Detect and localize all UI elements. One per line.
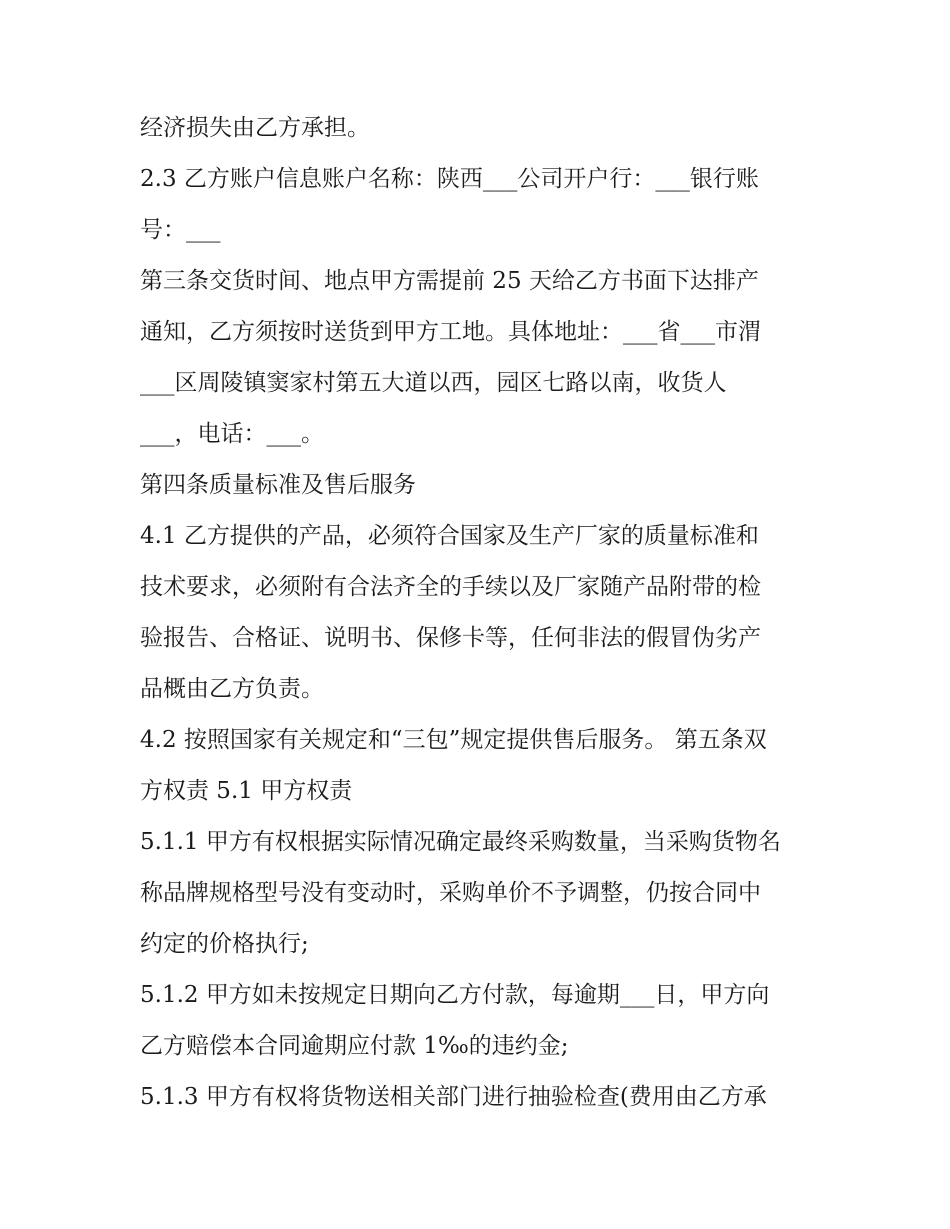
text-line: 称品牌规格型号没有变动时，采购单价不予调整，仍按合同中 (140, 880, 761, 906)
text-line: 2.3 乙方账户信息账户名称：陕西___公司开户行：___银行账 (140, 166, 759, 192)
text-line: 5.1.2 甲方如未按规定日期向乙方付款，每逾期___日，甲方向 (140, 982, 770, 1008)
text-line: 5.1.3 甲方有权将货物送相关部门进行抽验检查(费用由乙方承 (140, 1084, 767, 1110)
text-line: 通知，乙方须按时送货到甲方工地。具体地址：___省___市渭 (140, 319, 761, 345)
text-line: 4.2 按照国家有关规定和“三包”规定提供售后服务。 第五条双 (140, 727, 767, 753)
text-line: 经济损失由乙方承担。 (140, 115, 370, 141)
document-body (140, 103, 820, 1123)
text-line: 约定的价格执行; (140, 931, 309, 957)
text-line: 品概由乙方负责。 (140, 676, 324, 702)
text-line: 5.1.1 甲方有权根据实际情况确定最终采购数量，当采购货物名 (140, 829, 781, 855)
text-line: 4.1 乙方提供的产品，必须符合国家及生产厂家的质量标准和 (140, 523, 759, 549)
text-line: 号：___ (140, 217, 221, 243)
text-line: 方权责 5.1 甲方权责 (140, 778, 353, 804)
text-line: ___区周陵镇窦家村第五大道以西，园区七路以南，收货人 (140, 370, 727, 396)
section-heading: 第四条质量标准及售后服务 (140, 472, 416, 498)
text-line: 技术要求，必须附有合法齐全的手续以及厂家随产品附带的检 (140, 574, 761, 600)
text-line: 乙方赔偿本合同逾期应付款 1‰的违约金; (140, 1033, 569, 1059)
text-line: 第三条交货时间、地点甲方需提前 25 天给乙方书面下达排产 (140, 268, 759, 294)
text-line: ___，电话：___。 (140, 421, 324, 447)
text-line: 验报告、合格证、说明书、保修卡等，任何非法的假冒伪劣产 (140, 625, 761, 651)
